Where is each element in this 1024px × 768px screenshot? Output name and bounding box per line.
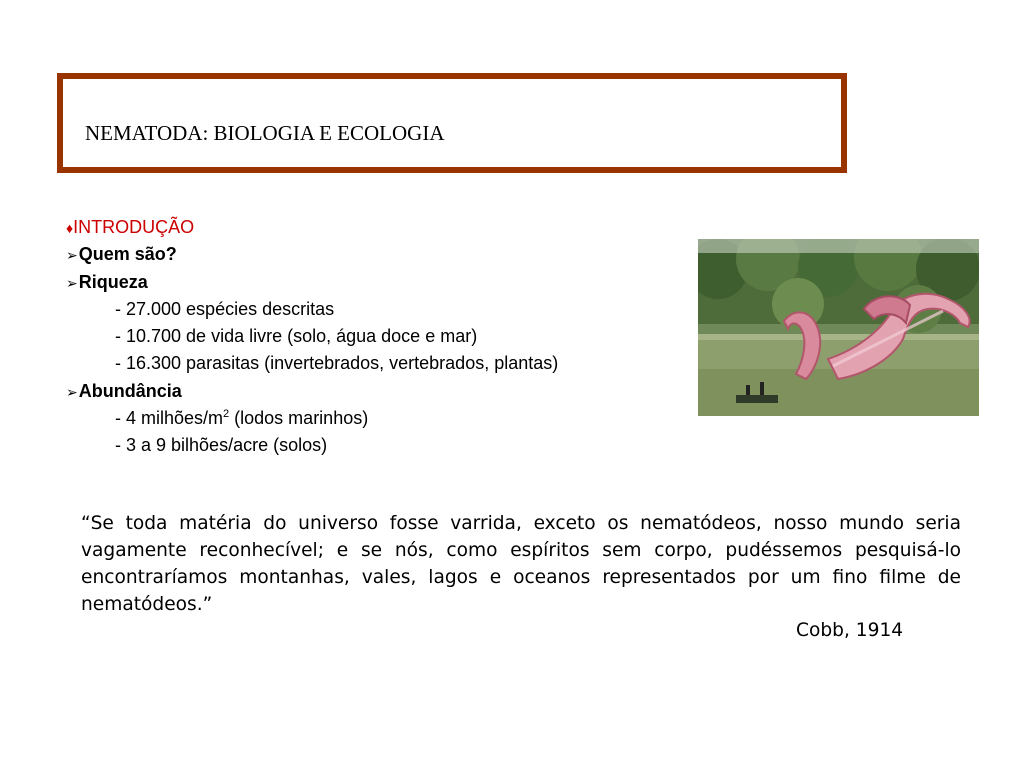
abundancia-line — [66, 405, 558, 432]
item-label: Riqueza — [78, 271, 148, 292]
outline-item-riqueza — [66, 269, 558, 296]
arrow-bullet-icon: ➢ — [66, 383, 78, 400]
item-label: Quem são? — [78, 244, 177, 265]
riqueza-line: - 10.700 de vida livre (solo, água doce e mar) — [115, 326, 478, 347]
quote-citation: Cobb, 1914 — [796, 620, 904, 641]
outline-item-quem — [66, 241, 558, 268]
title-frame — [57, 73, 847, 173]
intro-heading: INTRODUÇÃO — [73, 217, 195, 237]
diamond-bullet-icon: ♦ — [66, 220, 74, 236]
outline — [66, 214, 558, 460]
riqueza-line: - 16.300 parasitas (invertebrados, vertebrados, plantas) — [115, 353, 559, 374]
item-label: Abundância — [78, 380, 182, 401]
slide-title: NEMATODA: BIOLOGIA E ECOLOGIA — [85, 121, 445, 145]
arrow-bullet-icon: ➢ — [66, 247, 78, 264]
abund-superscript: 2 — [223, 408, 230, 421]
riqueza-line: - 27.000 espécies descritas — [115, 298, 335, 319]
abundancia-line: - 3 a 9 bilhões/acre (solos) — [115, 435, 328, 456]
abund-text: - 4 milhões/m — [115, 408, 224, 429]
arrow-bullet-icon: ➢ — [66, 274, 78, 291]
outline-item-abundancia — [66, 378, 558, 405]
cobb-quote: “Se toda matéria do universo fosse varrida, exceto os nematódeos, nosso mundo seria vagamente reconhecível; e se nós, como espíritos sem corpo, pudéssemos pesquisá-lo encontraríamos montanhas, vales, lagos e oceanos representados por um fino filme de nematódeos.” — [81, 513, 961, 615]
outline-intro-row — [66, 214, 558, 241]
nematode-river-photo — [698, 239, 979, 416]
abund-text-post: (lodos marinhos) — [229, 408, 369, 429]
